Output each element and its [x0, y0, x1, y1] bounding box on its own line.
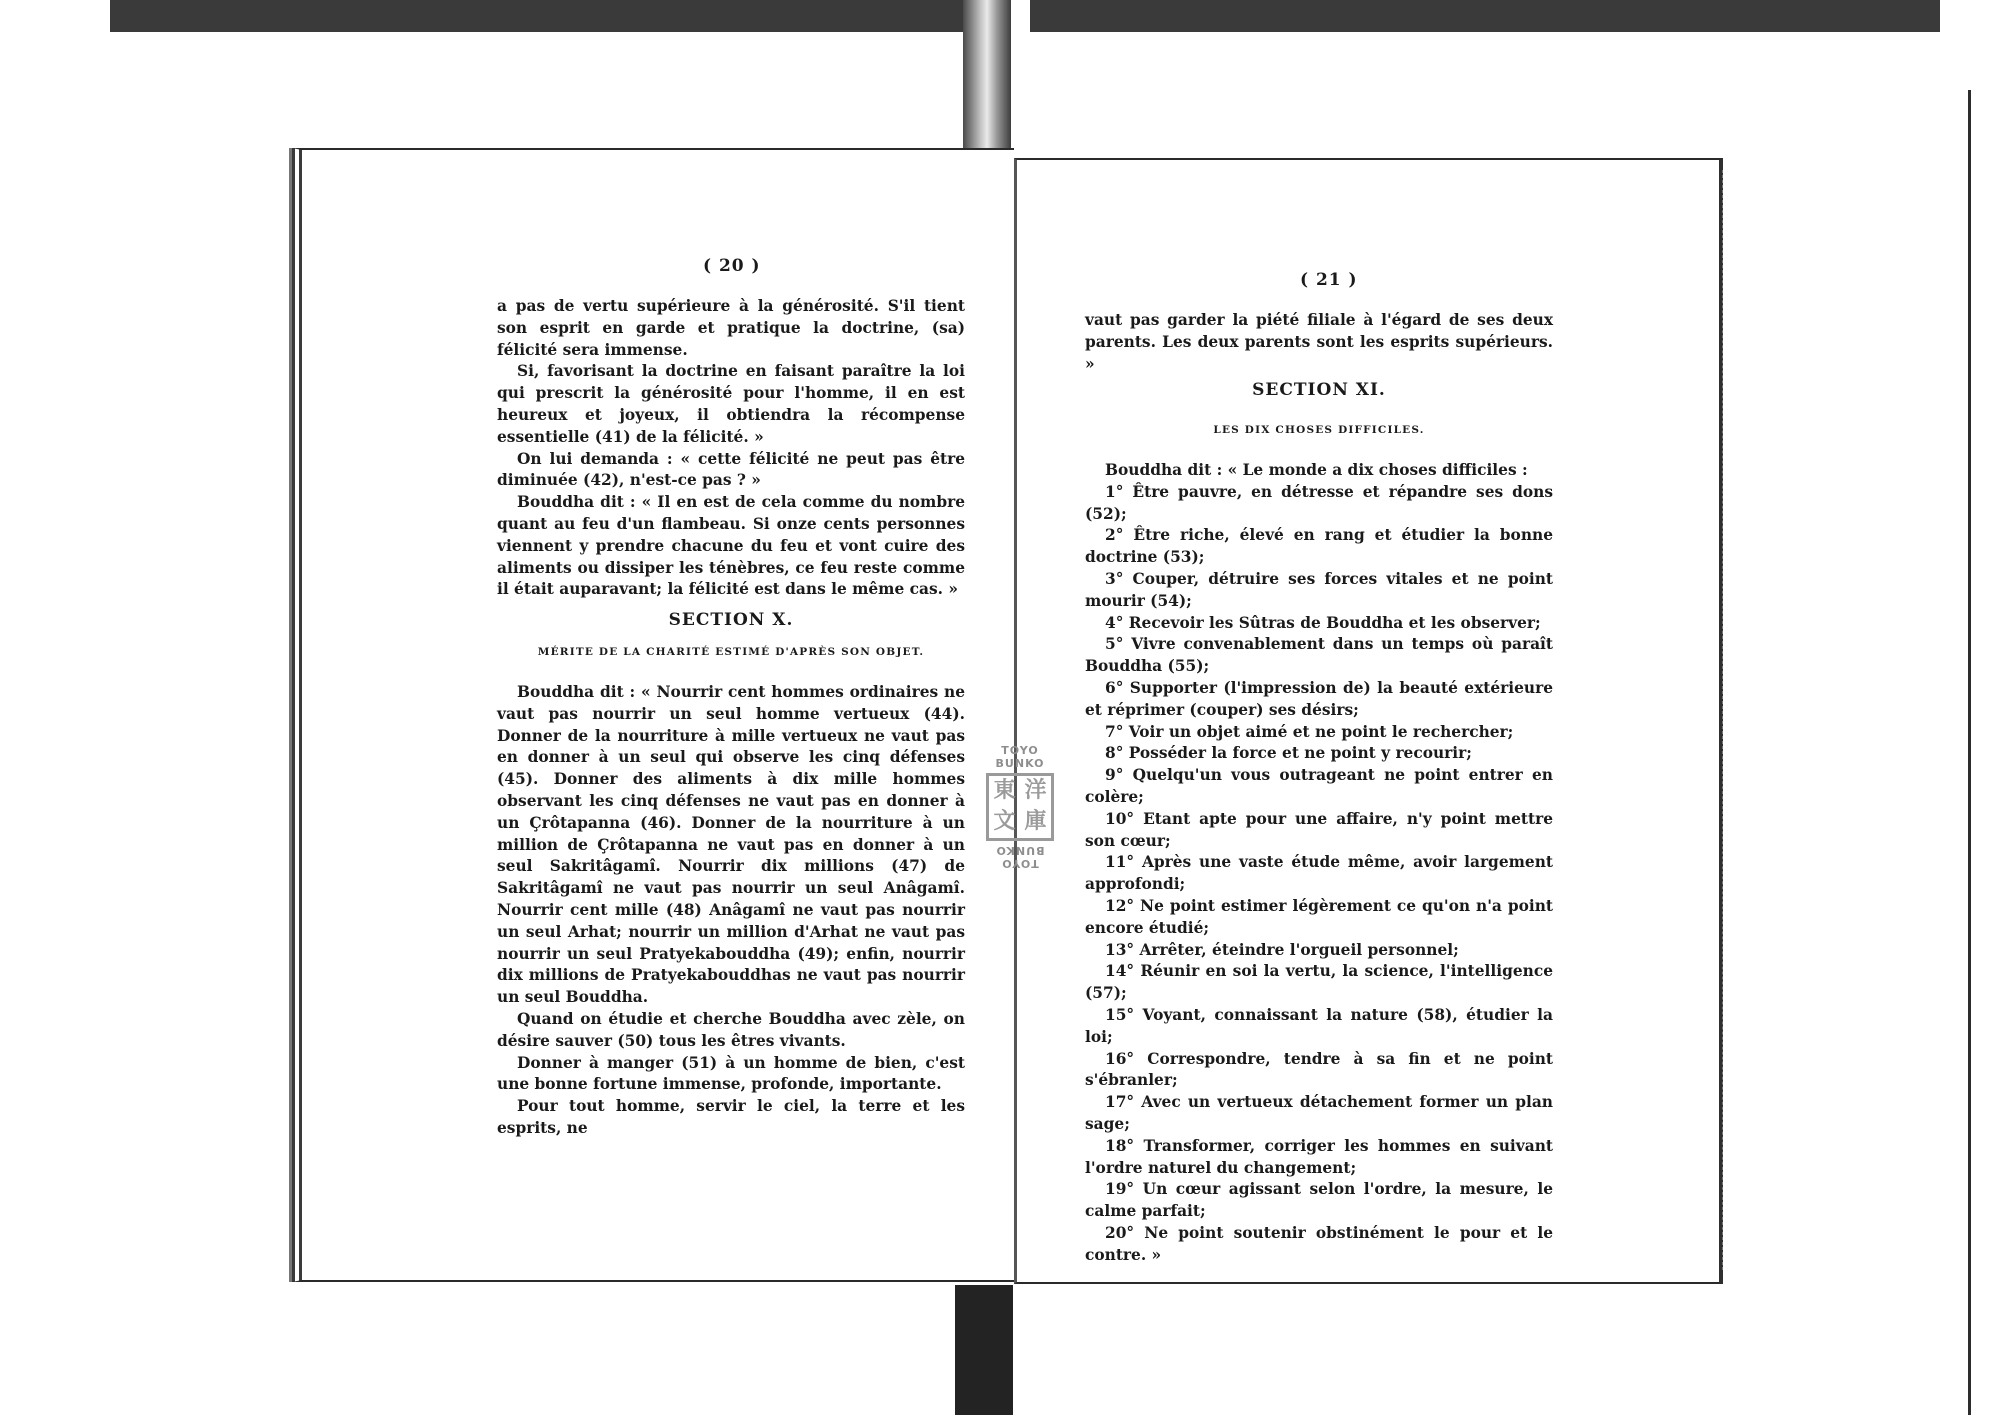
list-item: 11° Après une vaste étude même, avoir largement approfondi; — [1085, 853, 1553, 894]
paragraph: Donner à manger (51) à un homme de bien, c'est une bonne fortune immense, profonde, importante. — [497, 1053, 965, 1094]
right-top-paragraph: vaut pas garder la piété filiale à l'égard de ses deux parents. Les deux parents sont les esprits supérieurs. » — [1085, 311, 1553, 373]
toyo-bunko-watermark — [982, 744, 1058, 870]
paragraph: Pour tout homme, servir le ciel, la terre et les esprits, ne — [497, 1097, 965, 1137]
paragraph: Bouddha dit : « Nourrir cent hommes ordinaires ne vaut pas nourrir un seul homme vertueux (44). Donner de la nourriture à mille vertueux ne vaut pas en donner à un seul qui observe les cinq défenses (45). Donner des aliments à dix mille hommes observant les cinq défenses ne vaut pas en donner à un Çrôtapanna (46). Donner de la nourriture à un million de Çrôtapanna ne vaut pas en donner à un seul Sakritâgamî. Nourrir dix millions (47) de Sakritâgamî ne vaut pas nourrir un seul Anâgamî. Nourrir cent mille (48) Anâgamî ne vaut pas nourrir un seul Arhat; nourrir un million d'Arhat ne vaut pas nourrir un seul Pratyekabouddha (49); enfin, nourrir dix millions de Pratyekabouddhas ne vaut pas nourrir un seul Bouddha. — [497, 683, 965, 1007]
toyo-bunko-seal-icon — [986, 773, 1054, 841]
list-item: 13° Arrêter, éteindre l'orgueil personnel; — [1105, 940, 1459, 959]
scanner-right-edge — [1968, 90, 1971, 1415]
list-item: 4° Recevoir les Sûtras de Bouddha et les observer; — [1105, 613, 1541, 632]
list-item: 18° Transformer, corriger les hommes en suivant l'ordre naturel du changement; — [1085, 1136, 1553, 1177]
paragraph: a pas de vertu supérieure à la générosité. S'il tient son esprit en garde et pratique la doctrine, (sa) félicité sera immense. — [497, 297, 965, 359]
list-item: 16° Correspondre, tendre à sa fin et ne point s'ébranler; — [1085, 1049, 1553, 1090]
paragraph: Bouddha dit : « Il en est de cela comme du nombre quant au feu d'un flambeau. Si onze cents personnes viennent y prendre chacune du feu et vont cuire des aliments ou dissiper les ténèbres, ce feu reste comme il était auparavant; la félicité est dans le même cas. » — [497, 493, 965, 599]
left-page-number: ( 20 ) — [703, 256, 761, 276]
list-item: 12° Ne point estimer légèrement ce qu'on n'a point encore étudié; — [1085, 896, 1553, 937]
list-item: 6° Supporter (l'impression de) la beauté extérieure et réprimer (couper) ses désirs; — [1085, 678, 1553, 719]
paragraph: Si, favorisant la doctrine en faisant paraître la loi qui prescrit la générosité pour l'homme, il en est heureux et joyeux, il obtiendra la récompense essentielle (41) de la félicité. » — [497, 362, 965, 446]
watermark-bottom-text: TOYO BUNKO — [995, 844, 1045, 870]
list-item: 17° Avec un vertueux détachement former un plan sage; — [1085, 1093, 1553, 1133]
list-item: 20° Ne point soutenir obstinément le pour et le contre. » — [1085, 1223, 1553, 1264]
seal-char: 庫 — [1024, 809, 1047, 834]
seal-char: 洋 — [1024, 778, 1047, 803]
list-item: 10° Etant apte pour une affaire, n'y point mettre son cœur; — [1085, 809, 1553, 850]
list-item: 9° Quelqu'un vous outrageant ne point entrer en colère; — [1085, 766, 1553, 806]
left-page-bottom-text — [497, 682, 965, 1140]
list-item: 3° Couper, détruire ses forces vitales et ne point mourir (54); — [1085, 569, 1553, 610]
section-xi-subtitle: LES DIX CHOSES DIFFICILES. — [1213, 424, 1425, 436]
section-xi-title: SECTION XI. — [1252, 380, 1386, 400]
paragraph: On lui demanda : « cette félicité ne peut pas être diminuée (42), n'est-ce pas ? » — [497, 449, 965, 490]
list-item: 8° Posséder la force et ne point y recourir; — [1105, 744, 1472, 763]
seal-char: 東 — [993, 778, 1016, 803]
list-item: 15° Voyant, connaissant la nature (58), étudier la loi; — [1085, 1005, 1553, 1046]
section-x-subtitle: MÉRITE DE LA CHARITÉ ESTIMÉ D'APRÈS SON OBJET. — [537, 646, 925, 658]
watermark-top-text: TOYO BUNKO — [995, 744, 1045, 770]
list-intro: Bouddha dit : « Le monde a dix choses difficiles : — [1105, 461, 1528, 479]
book-spine-top — [963, 0, 1011, 160]
list-item: 1° Être pauvre, en détresse et répandre ses dons (52); — [1085, 482, 1553, 523]
difficult-things-list — [1085, 460, 1553, 1266]
paragraph: Quand on étudie et cherche Bouddha avec zèle, on désire sauver (50) tous les êtres vivants. — [497, 1009, 965, 1050]
list-item: 5° Vivre convenablement dans un temps où paraît Bouddha (55); — [1085, 635, 1553, 676]
book-spine-bottom — [955, 1285, 1013, 1415]
scanner-band-left — [110, 0, 985, 32]
left-page-top-text — [497, 296, 965, 601]
right-page-edge — [1722, 170, 1727, 1270]
scanner-band-right — [1030, 0, 1940, 32]
seal-char: 文 — [993, 809, 1016, 834]
right-page-number: ( 21 ) — [1300, 270, 1358, 290]
right-page-top-text — [1085, 310, 1553, 375]
list-item: 2° Être riche, élevé en rang et étudier la bonne doctrine (53); — [1085, 526, 1553, 567]
list-item: 7° Voir un objet aimé et ne point le rechercher; — [1105, 722, 1514, 741]
section-x-title: SECTION X. — [668, 610, 794, 630]
list-item: 14° Réunir en soi la vertu, la science, l'intelligence (57); — [1085, 962, 1553, 1003]
list-item: 19° Un cœur agissant selon l'ordre, la mesure, le calme parfait; — [1085, 1180, 1553, 1221]
